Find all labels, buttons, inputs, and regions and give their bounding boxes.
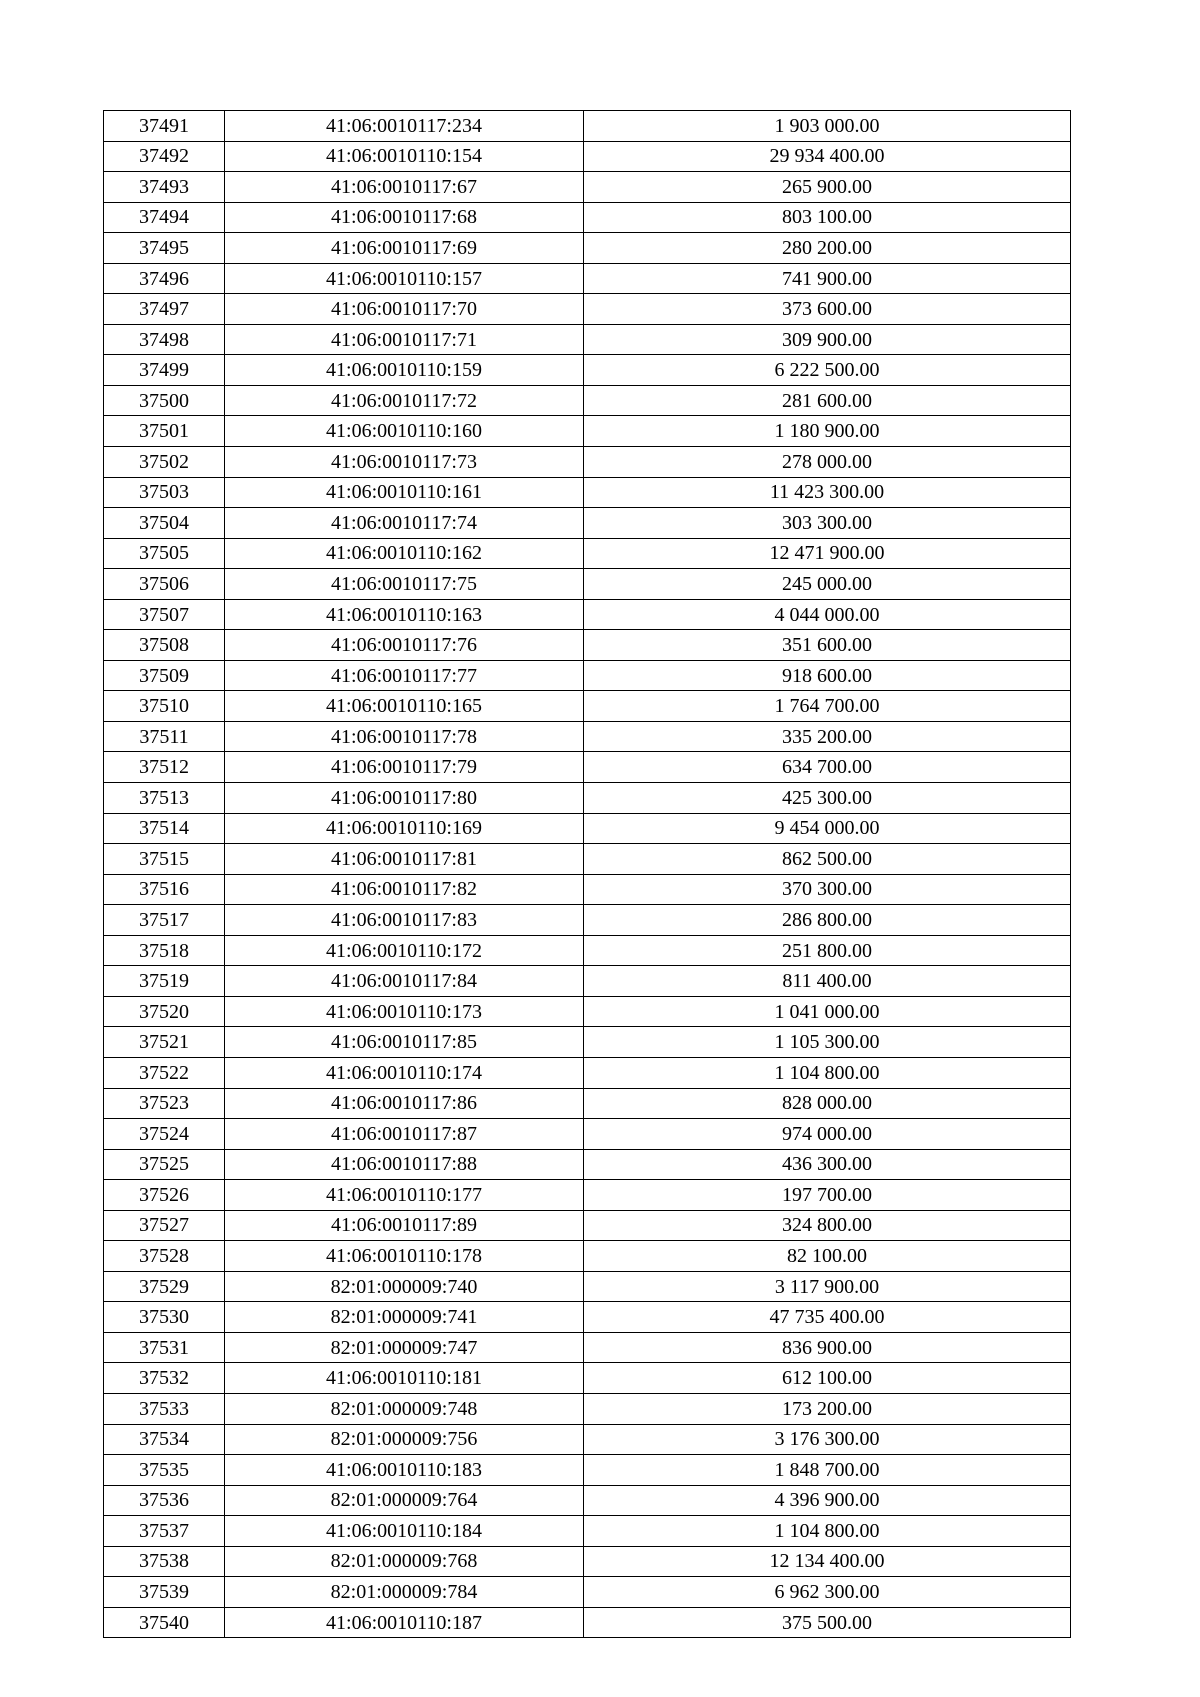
cadastral-value-cell: 278 000.00 [584,447,1071,478]
table-row [104,324,1071,355]
cadastral-number-cell: 82:01:000009:747 [225,1332,584,1363]
cadastral-number-cell: 41:06:0010117:76 [225,630,584,661]
cadastral-value-cell: 1 104 800.00 [584,1516,1071,1547]
cadastral-number-cell: 41:06:0010117:75 [225,569,584,600]
cadastral-value-cell: 974 000.00 [584,1119,1071,1150]
cadastral-value-cell: 3 117 900.00 [584,1271,1071,1302]
table-row [104,294,1071,325]
cadastral-number-cell: 41:06:0010110:187 [225,1607,584,1638]
row-number-cell: 37511 [104,721,225,752]
row-number-cell: 37503 [104,477,225,508]
table-row [104,935,1071,966]
row-number-cell: 37499 [104,355,225,386]
cadastral-number-cell: 41:06:0010117:79 [225,752,584,783]
table-row [104,1424,1071,1455]
cadastral-number-cell: 82:01:000009:741 [225,1302,584,1333]
cadastral-value-cell: 245 000.00 [584,569,1071,600]
table-row [104,1393,1071,1424]
table-row [104,813,1071,844]
cadastral-value-cell: 918 600.00 [584,660,1071,691]
cadastral-number-cell: 41:06:0010110:169 [225,813,584,844]
row-number-cell: 37520 [104,996,225,1027]
cadastral-value-cell: 1 041 000.00 [584,996,1071,1027]
cadastral-value-cell: 373 600.00 [584,294,1071,325]
table-row [104,721,1071,752]
row-number-cell: 37531 [104,1332,225,1363]
cadastral-value-cell: 309 900.00 [584,324,1071,355]
cadastral-number-cell: 82:01:000009:764 [225,1485,584,1516]
table-row [104,233,1071,264]
table-row [104,141,1071,172]
table-row [104,783,1071,814]
cadastral-number-cell: 41:06:0010117:74 [225,508,584,539]
cadastral-number-cell: 41:06:0010110:178 [225,1241,584,1272]
table-row [104,1546,1071,1577]
row-number-cell: 37510 [104,691,225,722]
cadastral-number-cell: 41:06:0010117:83 [225,905,584,936]
cadastral-number-cell: 41:06:0010117:73 [225,447,584,478]
cadastral-value-cell: 251 800.00 [584,935,1071,966]
table-row [104,1057,1071,1088]
cadastral-number-cell: 41:06:0010110:162 [225,538,584,569]
table-row [104,1607,1071,1638]
row-number-cell: 37492 [104,141,225,172]
cadastral-number-cell: 41:06:0010110:154 [225,141,584,172]
table-row [104,416,1071,447]
cadastral-number-cell: 41:06:0010110:163 [225,599,584,630]
table-row [104,752,1071,783]
table-row [104,1455,1071,1486]
cadastral-value-cell: 370 300.00 [584,874,1071,905]
cadastral-number-cell: 41:06:0010117:86 [225,1088,584,1119]
cadastral-value-cell: 9 454 000.00 [584,813,1071,844]
cadastral-value-cell: 1 903 000.00 [584,111,1071,142]
row-number-cell: 37530 [104,1302,225,1333]
row-number-cell: 37496 [104,263,225,294]
row-number-cell: 37537 [104,1516,225,1547]
row-number-cell: 37501 [104,416,225,447]
row-number-cell: 37538 [104,1546,225,1577]
cadastral-number-cell: 82:01:000009:784 [225,1577,584,1608]
table-row [104,477,1071,508]
cadastral-value-cell: 811 400.00 [584,966,1071,997]
cadastral-number-cell: 41:06:0010110:172 [225,935,584,966]
table-row [104,1485,1071,1516]
cadastral-number-cell: 41:06:0010117:85 [225,1027,584,1058]
row-number-cell: 37523 [104,1088,225,1119]
table-row [104,538,1071,569]
row-number-cell: 37527 [104,1210,225,1241]
row-number-cell: 37502 [104,447,225,478]
table-row [104,874,1071,905]
row-number-cell: 37540 [104,1607,225,1638]
cadastral-value-cell: 862 500.00 [584,844,1071,875]
cadastral-value-cell: 4 396 900.00 [584,1485,1071,1516]
cadastral-number-cell: 41:06:0010117:81 [225,844,584,875]
cadastral-number-cell: 41:06:0010110:160 [225,416,584,447]
cadastral-value-cell: 741 900.00 [584,263,1071,294]
table-row [104,385,1071,416]
cadastral-value-cell: 803 100.00 [584,202,1071,233]
table-row [104,599,1071,630]
cadastral-number-cell: 82:01:000009:756 [225,1424,584,1455]
table-row [104,630,1071,661]
cadastral-value-cell: 335 200.00 [584,721,1071,752]
row-number-cell: 37504 [104,508,225,539]
cadastral-value-cell: 324 800.00 [584,1210,1071,1241]
cadastral-number-cell: 41:06:0010117:80 [225,783,584,814]
cadastral-number-cell: 41:06:0010117:70 [225,294,584,325]
row-number-cell: 37512 [104,752,225,783]
row-number-cell: 37535 [104,1455,225,1486]
table-row [104,691,1071,722]
cadastral-value-cell: 12 471 900.00 [584,538,1071,569]
cadastral-value-cell: 1 764 700.00 [584,691,1071,722]
cadastral-number-cell: 41:06:0010110:165 [225,691,584,722]
cadastral-number-cell: 82:01:000009:740 [225,1271,584,1302]
cadastral-number-cell: 41:06:0010117:71 [225,324,584,355]
row-number-cell: 37532 [104,1363,225,1394]
cadastral-value-cell: 303 300.00 [584,508,1071,539]
row-number-cell: 37498 [104,324,225,355]
cadastral-value-cell: 265 900.00 [584,172,1071,203]
cadastral-number-cell: 41:06:0010110:181 [225,1363,584,1394]
cadastral-value-cell: 836 900.00 [584,1332,1071,1363]
cadastral-value-cell: 375 500.00 [584,1607,1071,1638]
table-row [104,996,1071,1027]
cadastral-value-cell: 29 934 400.00 [584,141,1071,172]
cadastral-value-cell: 1 848 700.00 [584,1455,1071,1486]
row-number-cell: 37517 [104,905,225,936]
cadastral-value-cell: 6 222 500.00 [584,355,1071,386]
table-row [104,1271,1071,1302]
cadastral-number-cell: 41:06:0010117:78 [225,721,584,752]
cadastral-value-cell: 11 423 300.00 [584,477,1071,508]
cadastral-number-cell: 41:06:0010110:161 [225,477,584,508]
cadastral-number-cell: 41:06:0010110:173 [225,996,584,1027]
table-row [104,172,1071,203]
row-number-cell: 37539 [104,1577,225,1608]
cadastral-number-cell: 41:06:0010117:67 [225,172,584,203]
table-row [104,1149,1071,1180]
table-row [104,1210,1071,1241]
table-row [104,508,1071,539]
row-number-cell: 37536 [104,1485,225,1516]
cadastral-value-cell: 1 105 300.00 [584,1027,1071,1058]
table-row [104,1088,1071,1119]
cadastral-number-cell: 41:06:0010117:88 [225,1149,584,1180]
table-body [104,111,1071,1638]
cadastral-number-cell: 41:06:0010110:174 [225,1057,584,1088]
cadastral-value-cell: 197 700.00 [584,1180,1071,1211]
cadastral-value-cell: 3 176 300.00 [584,1424,1071,1455]
row-number-cell: 37525 [104,1149,225,1180]
cadastral-number-cell: 41:06:0010117:82 [225,874,584,905]
table-row [104,1027,1071,1058]
table-row [104,1363,1071,1394]
cadastral-number-cell: 41:06:0010117:87 [225,1119,584,1150]
cadastral-value-cell: 281 600.00 [584,385,1071,416]
cadastral-value-cell: 425 300.00 [584,783,1071,814]
row-number-cell: 37513 [104,783,225,814]
row-number-cell: 37494 [104,202,225,233]
row-number-cell: 37533 [104,1393,225,1424]
row-number-cell: 37505 [104,538,225,569]
row-number-cell: 37508 [104,630,225,661]
cadastral-number-cell: 41:06:0010110:159 [225,355,584,386]
table-row [104,966,1071,997]
cadastral-value-cell: 47 735 400.00 [584,1302,1071,1333]
table-row [104,1332,1071,1363]
row-number-cell: 37514 [104,813,225,844]
table-row [104,1119,1071,1150]
row-number-cell: 37516 [104,874,225,905]
row-number-cell: 37493 [104,172,225,203]
table-row [104,447,1071,478]
row-number-cell: 37524 [104,1119,225,1150]
cadastral-number-cell: 41:06:0010117:89 [225,1210,584,1241]
table-row [104,905,1071,936]
cadastral-value-cell: 1 180 900.00 [584,416,1071,447]
row-number-cell: 37509 [104,660,225,691]
cadastral-value-cell: 828 000.00 [584,1088,1071,1119]
cadastral-number-cell: 41:06:0010117:69 [225,233,584,264]
table-row [104,844,1071,875]
cadastral-number-cell: 41:06:0010110:157 [225,263,584,294]
cadastral-number-cell: 82:01:000009:768 [225,1546,584,1577]
cadastral-value-cell: 612 100.00 [584,1363,1071,1394]
cadastral-number-cell: 41:06:0010110:184 [225,1516,584,1547]
cadastral-value-cell: 280 200.00 [584,233,1071,264]
row-number-cell: 37519 [104,966,225,997]
cadastral-value-cell: 173 200.00 [584,1393,1071,1424]
table-row [104,660,1071,691]
row-number-cell: 37506 [104,569,225,600]
row-number-cell: 37518 [104,935,225,966]
cadastral-number-cell: 41:06:0010110:177 [225,1180,584,1211]
table-row [104,355,1071,386]
cadastral-value-cell: 4 044 000.00 [584,599,1071,630]
cadastral-value-cell: 351 600.00 [584,630,1071,661]
cadastral-value-cell: 1 104 800.00 [584,1057,1071,1088]
row-number-cell: 37495 [104,233,225,264]
table-row [104,1241,1071,1272]
cadastral-value-cell: 286 800.00 [584,905,1071,936]
cadastral-number-cell: 41:06:0010117:72 [225,385,584,416]
table-row [104,202,1071,233]
cadastral-value-cell: 6 962 300.00 [584,1577,1071,1608]
table-row [104,1577,1071,1608]
cadastral-number-cell: 41:06:0010117:234 [225,111,584,142]
cadastral-value-table [103,110,1071,1638]
row-number-cell: 37526 [104,1180,225,1211]
cadastral-value-cell: 634 700.00 [584,752,1071,783]
cadastral-value-cell: 436 300.00 [584,1149,1071,1180]
cadastral-number-cell: 41:06:0010117:68 [225,202,584,233]
cadastral-value-cell: 82 100.00 [584,1241,1071,1272]
cadastral-number-cell: 82:01:000009:748 [225,1393,584,1424]
cadastral-number-cell: 41:06:0010117:84 [225,966,584,997]
row-number-cell: 37534 [104,1424,225,1455]
row-number-cell: 37507 [104,599,225,630]
table-row [104,1302,1071,1333]
row-number-cell: 37497 [104,294,225,325]
row-number-cell: 37491 [104,111,225,142]
table-row [104,1516,1071,1547]
row-number-cell: 37500 [104,385,225,416]
row-number-cell: 37515 [104,844,225,875]
table-row [104,569,1071,600]
cadastral-number-cell: 41:06:0010110:183 [225,1455,584,1486]
row-number-cell: 37522 [104,1057,225,1088]
row-number-cell: 37529 [104,1271,225,1302]
row-number-cell: 37528 [104,1241,225,1272]
table-row [104,111,1071,142]
cadastral-number-cell: 41:06:0010117:77 [225,660,584,691]
cadastral-value-cell: 12 134 400.00 [584,1546,1071,1577]
table-row [104,1180,1071,1211]
table-row [104,263,1071,294]
row-number-cell: 37521 [104,1027,225,1058]
